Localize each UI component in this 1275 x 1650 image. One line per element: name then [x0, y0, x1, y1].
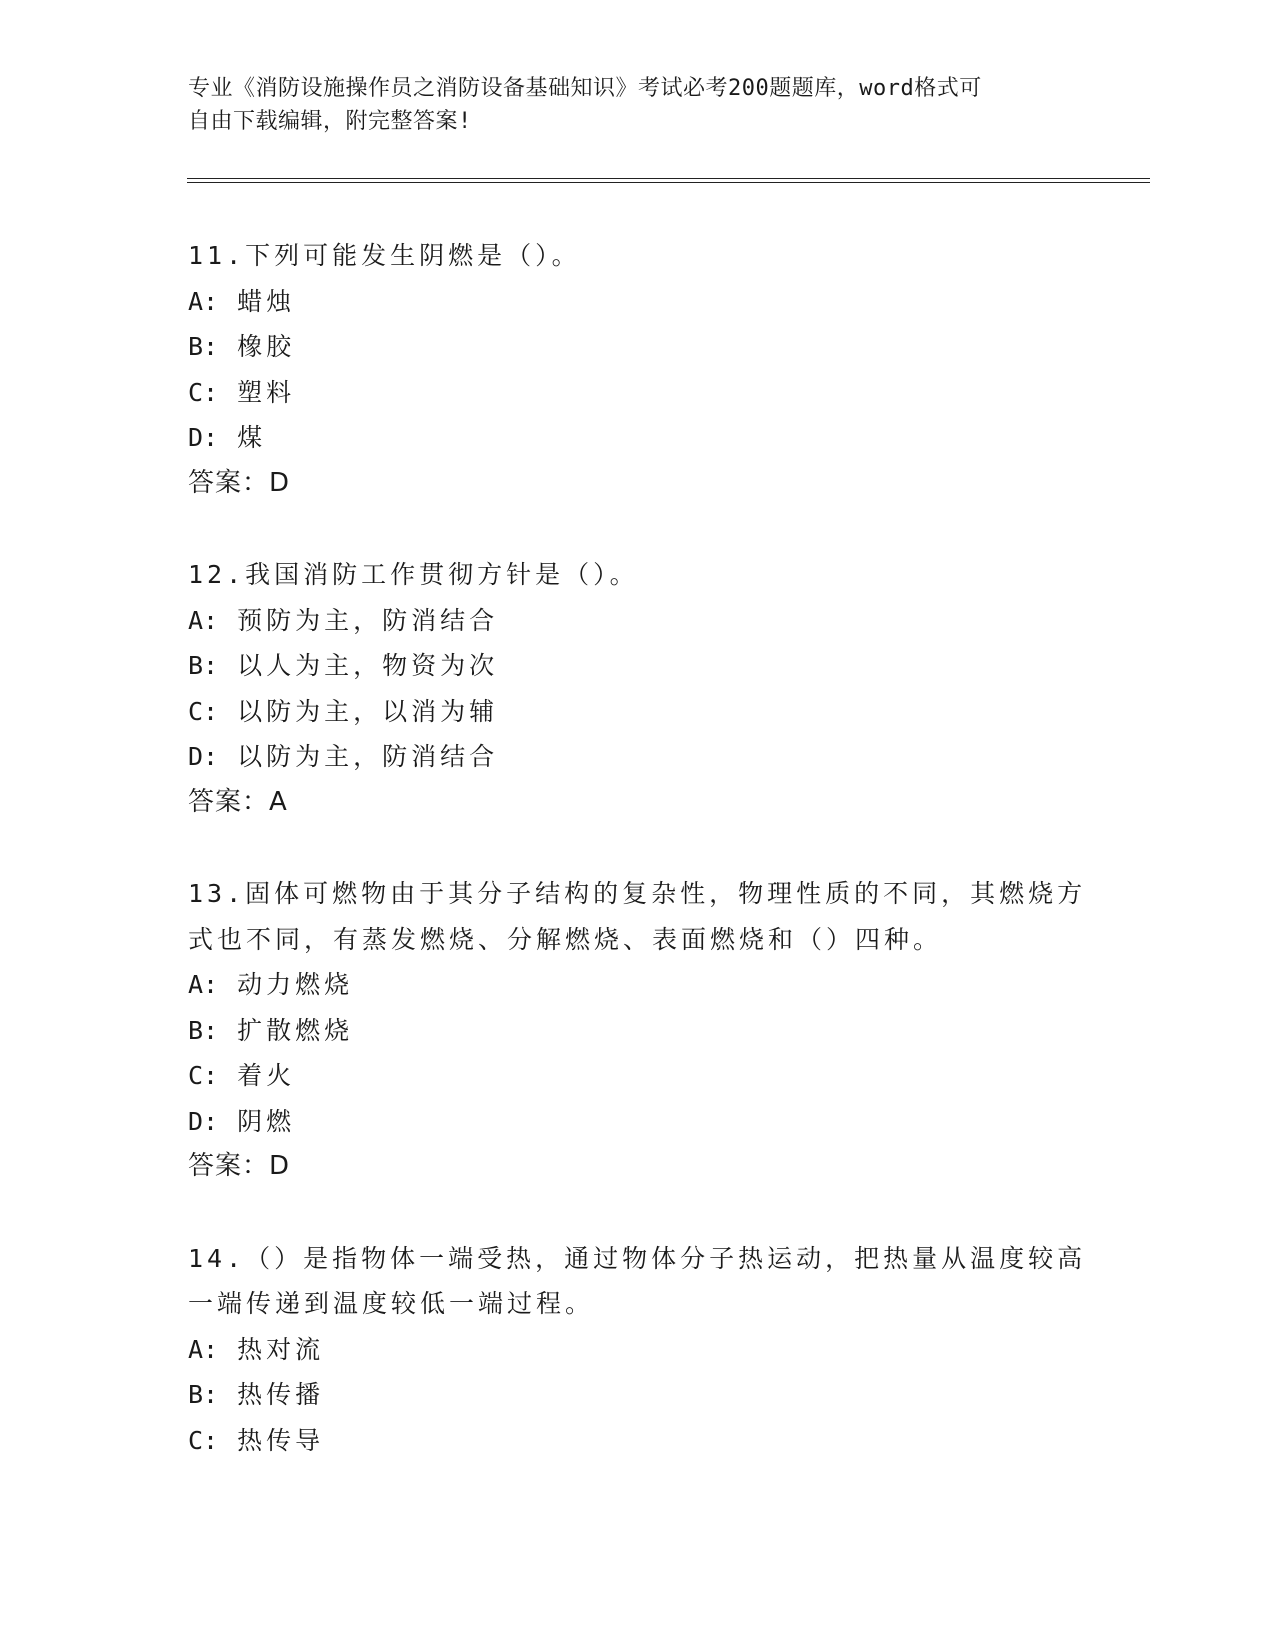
answer-option — [188, 689, 1088, 735]
option-text: 预防为主，防消结合 — [237, 605, 499, 635]
option-text: 煤 — [237, 423, 267, 452]
answer-key: 答案：A — [188, 786, 288, 817]
option-label: C: — [188, 1425, 219, 1455]
option-label: A: — [188, 1334, 219, 1364]
option-text: 热传播 — [237, 1380, 325, 1409]
option-text: 以人为主，物资为次 — [237, 651, 499, 680]
option-label: A: — [188, 605, 219, 635]
option-label: B: — [188, 332, 219, 361]
option-label: C: — [188, 696, 219, 726]
question-block — [188, 552, 1088, 825]
option-label: C: — [188, 377, 219, 407]
option-label: D: — [188, 1106, 219, 1136]
option-label: B: — [188, 1380, 219, 1409]
header-divider-bottom — [187, 182, 1150, 183]
option-text: 蜡烛 — [237, 286, 296, 316]
answer-option — [188, 1418, 1088, 1464]
option-text: 以防为主，防消结合 — [237, 742, 499, 771]
answer-option — [188, 1008, 1088, 1054]
answer-key: 答案：D — [188, 1151, 291, 1181]
answer-option — [188, 279, 1088, 325]
option-text: 塑料 — [237, 377, 296, 407]
answer-option — [188, 643, 1088, 689]
answer-option — [188, 598, 1088, 644]
option-label: C: — [188, 1061, 219, 1090]
option-label: A: — [188, 286, 219, 316]
question-stem: 13.固体可燃物由于其分子结构的复杂性，物理性质的不同，其燃烧方 — [188, 879, 1087, 908]
option-text: 动力燃烧 — [237, 970, 354, 999]
answer-option — [188, 962, 1088, 1008]
question-stem: 式也不同，有蒸发燃烧、分解燃烧、表面燃烧和（）四种。 — [188, 924, 943, 954]
answer-option — [188, 1327, 1088, 1373]
option-label: B: — [188, 1015, 219, 1045]
answer-option — [188, 324, 1088, 370]
option-text: 着火 — [237, 1061, 296, 1090]
header-line-2: 自由下载编辑，附完整答案! — [188, 109, 472, 134]
option-text: 扩散燃烧 — [237, 1015, 354, 1045]
question-stem: 11.下列可能发生阴燃是（）。 — [188, 241, 581, 270]
header-divider-top — [187, 178, 1150, 179]
option-text: 以防为主，以消为辅 — [237, 696, 499, 726]
answer-option — [188, 370, 1088, 416]
header-line-1: 专业《消防设施操作员之消防设备基础知识》考试必考200题题库，word格式可 — [188, 76, 982, 101]
option-text: 阴燃 — [237, 1106, 296, 1136]
answer-key: 答案：D — [188, 467, 291, 498]
question-stem: 一端传递到温度较低一端过程。 — [188, 1289, 595, 1318]
answer-option — [188, 1099, 1088, 1145]
option-label: A: — [188, 970, 219, 999]
option-text: 橡胶 — [237, 332, 296, 361]
option-text: 热对流 — [237, 1334, 325, 1364]
document-header — [188, 72, 1068, 138]
answer-option — [188, 1372, 1088, 1418]
question-list — [188, 233, 1088, 1509]
question-stem: 12.我国消防工作贯彻方针是（）。 — [188, 560, 639, 589]
option-label: D: — [188, 423, 219, 452]
question-block — [188, 233, 1088, 506]
option-text: 热传导 — [237, 1425, 325, 1455]
question-stem: 14.（）是指物体一端受热，通过物体分子热运动，把热量从温度较高 — [188, 1243, 1087, 1273]
answer-option — [188, 415, 1088, 461]
option-label: B: — [188, 651, 219, 680]
option-label: D: — [188, 742, 219, 771]
answer-option — [188, 734, 1088, 780]
question-block — [188, 1236, 1088, 1464]
question-block — [188, 871, 1088, 1190]
answer-option — [188, 1053, 1088, 1099]
